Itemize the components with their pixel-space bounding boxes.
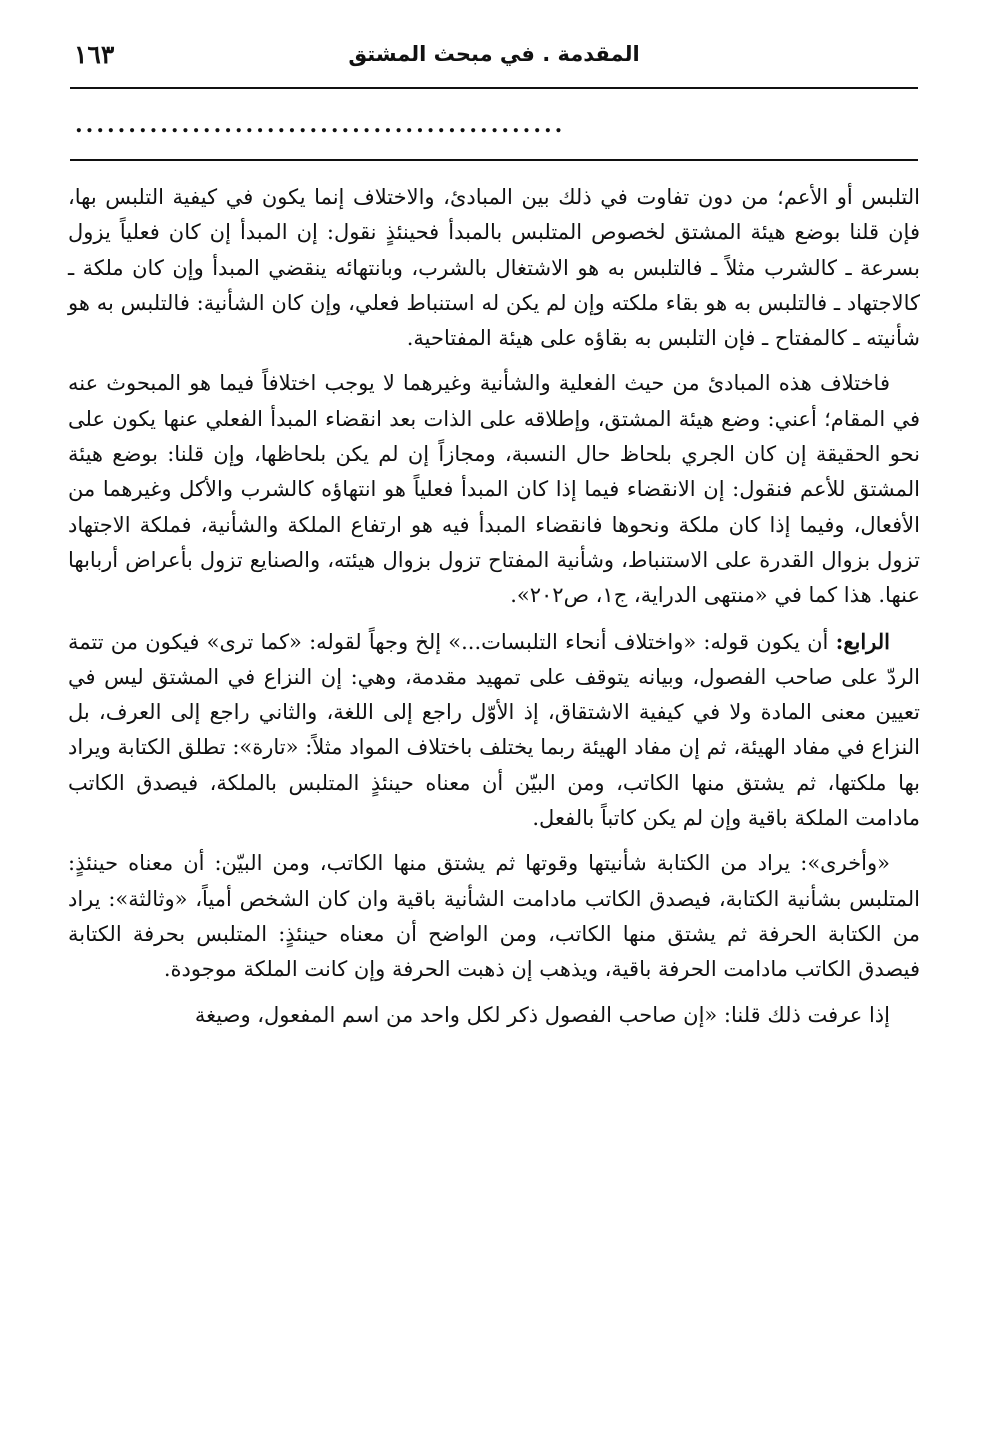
running-head [70, 38, 918, 78]
omission-dots: .............................................. [75, 112, 566, 138]
paragraph-3-lead: الرابع: [835, 628, 890, 654]
header-rule [70, 87, 918, 89]
paragraph-5: إذا عرفت ذلك قلنا: «إن صاحب الفصول ذكر لكل واحد من اسم المفعول، وصيغة [194, 1002, 890, 1027]
page-number: ١٦٣ [74, 40, 115, 69]
paragraph-4: «وأخرى»: يراد من الكتابة شأنيتها وقوتها ثم يشتق منها الكاتب، ومن البيّن: أن معناه حينئذٍ: المتلبس بشأنية الكتابة، فيصدق الكاتب مادامت الشأنية باقية وان كان الشخص أمياً، «وثالثة»: يراد من الكتابة الحرفة ثم يشتق منها الكاتب، ومن الواضح أن معناه حينئذٍ: المتلبس بحرفة الكتابة فيصدق الكاتب مادامت الحرفة باقية، ويذهب إن ذهبت الحرفة وإن كانت الملكة موجودة. [68, 851, 920, 982]
body-text [68, 180, 920, 1043]
paragraph-1: التلبس أو الأعم؛ من دون تفاوت في ذلك بين المبادئ، والاختلاف إنما يكون في كيفية التلبس بها، فإن قلنا بوضع هيئة المشتق لخصوص المتلبس بالمبدأ فحينئذٍ نقول: إن المبدأ إن كان فعلياً يزول بسرعة ـ كالشرب مثلاً ـ فالتلبس به هو الاشتغال بالشرب، وبانتهائه ينقضي المبدأ وإن كان ملكة ـ كالاجتهاد ـ فالتلبس به هو بقاء ملكته وإن لم يكن له استنباط فعلي، وإن كان الشأنية: فالتلبس به هو شأنيته ـ كالمفتاح ـ فإن التلبس به بقاؤه على هيئة المفتاحية. [68, 185, 920, 351]
running-title: المقدمة . في مبحث المشتق [348, 42, 640, 66]
paragraph-3 [68, 624, 920, 837]
paragraph-3-text: أن يكون قوله: «واختلاف أنحاء التلبسات...» إلخ وجهاً لقوله: «كما ترى» فيكون من تتمة الردّ على صاحب الفصول، وبيانه يتوقف على تمهيد مقدمة، وهي: إن النزاع في المشتق ليس في تعيين معنى المادة ولا في كيفية الاشتقاق، إذ الأوّل راجع إلى اللغة، والثاني راجع إلى العرف، بل النزاع في مفاد الهيئة، ثم إن مفاد الهيئة ربما يختلف باختلاف المواد مثلاً: «تارة»: تطلق الكتابة ويراد بها ملكتها، ثم يشتق منها الكاتب، ومن البيّن أن معناه حينئذٍ المتلبس بالملكة، فيصدق الكاتب مادامت الملكة باقية وإن لم يكن كاتباً بالفعل. [68, 629, 920, 831]
section-rule [70, 159, 918, 161]
paragraph-2: فاختلاف هذه المبادئ من حيث الفعلية والشأنية وغيرهما لا يوجب اختلافاً فيما هو المبحوث عنه في المقام؛ أعني: وضع هيئة المشتق، وإطلاقه على الذات بعد انقضاء المبدأ الفعلي عنها يكون على نحو الحقيقة إن كان الجري بلحاظ حال النسبة، ومجازاً إن لم يكن بلحاظها، وإن قلنا: بوضع هيئة المشتق للأعم فنقول: إن الانقضاء فيما إذا كان المبدأ فعلياً هو انتهاؤه كالشرب والأكل وغيرهما من الأفعال، وفيما إذا كان ملكة ونحوها فانقضاء المبدأ فيه هو ارتفاع الملكة والشأنية، فملكة الاجتهاد تزول بزوال القدرة على الاستنباط، وشأنية المفتاح تزول بزوال هيئته، والصنايع تزول بأعراض أربابها عنها. هذا كما في «منتهى الدراية، ج١، ص٢٠٢». [68, 371, 920, 608]
